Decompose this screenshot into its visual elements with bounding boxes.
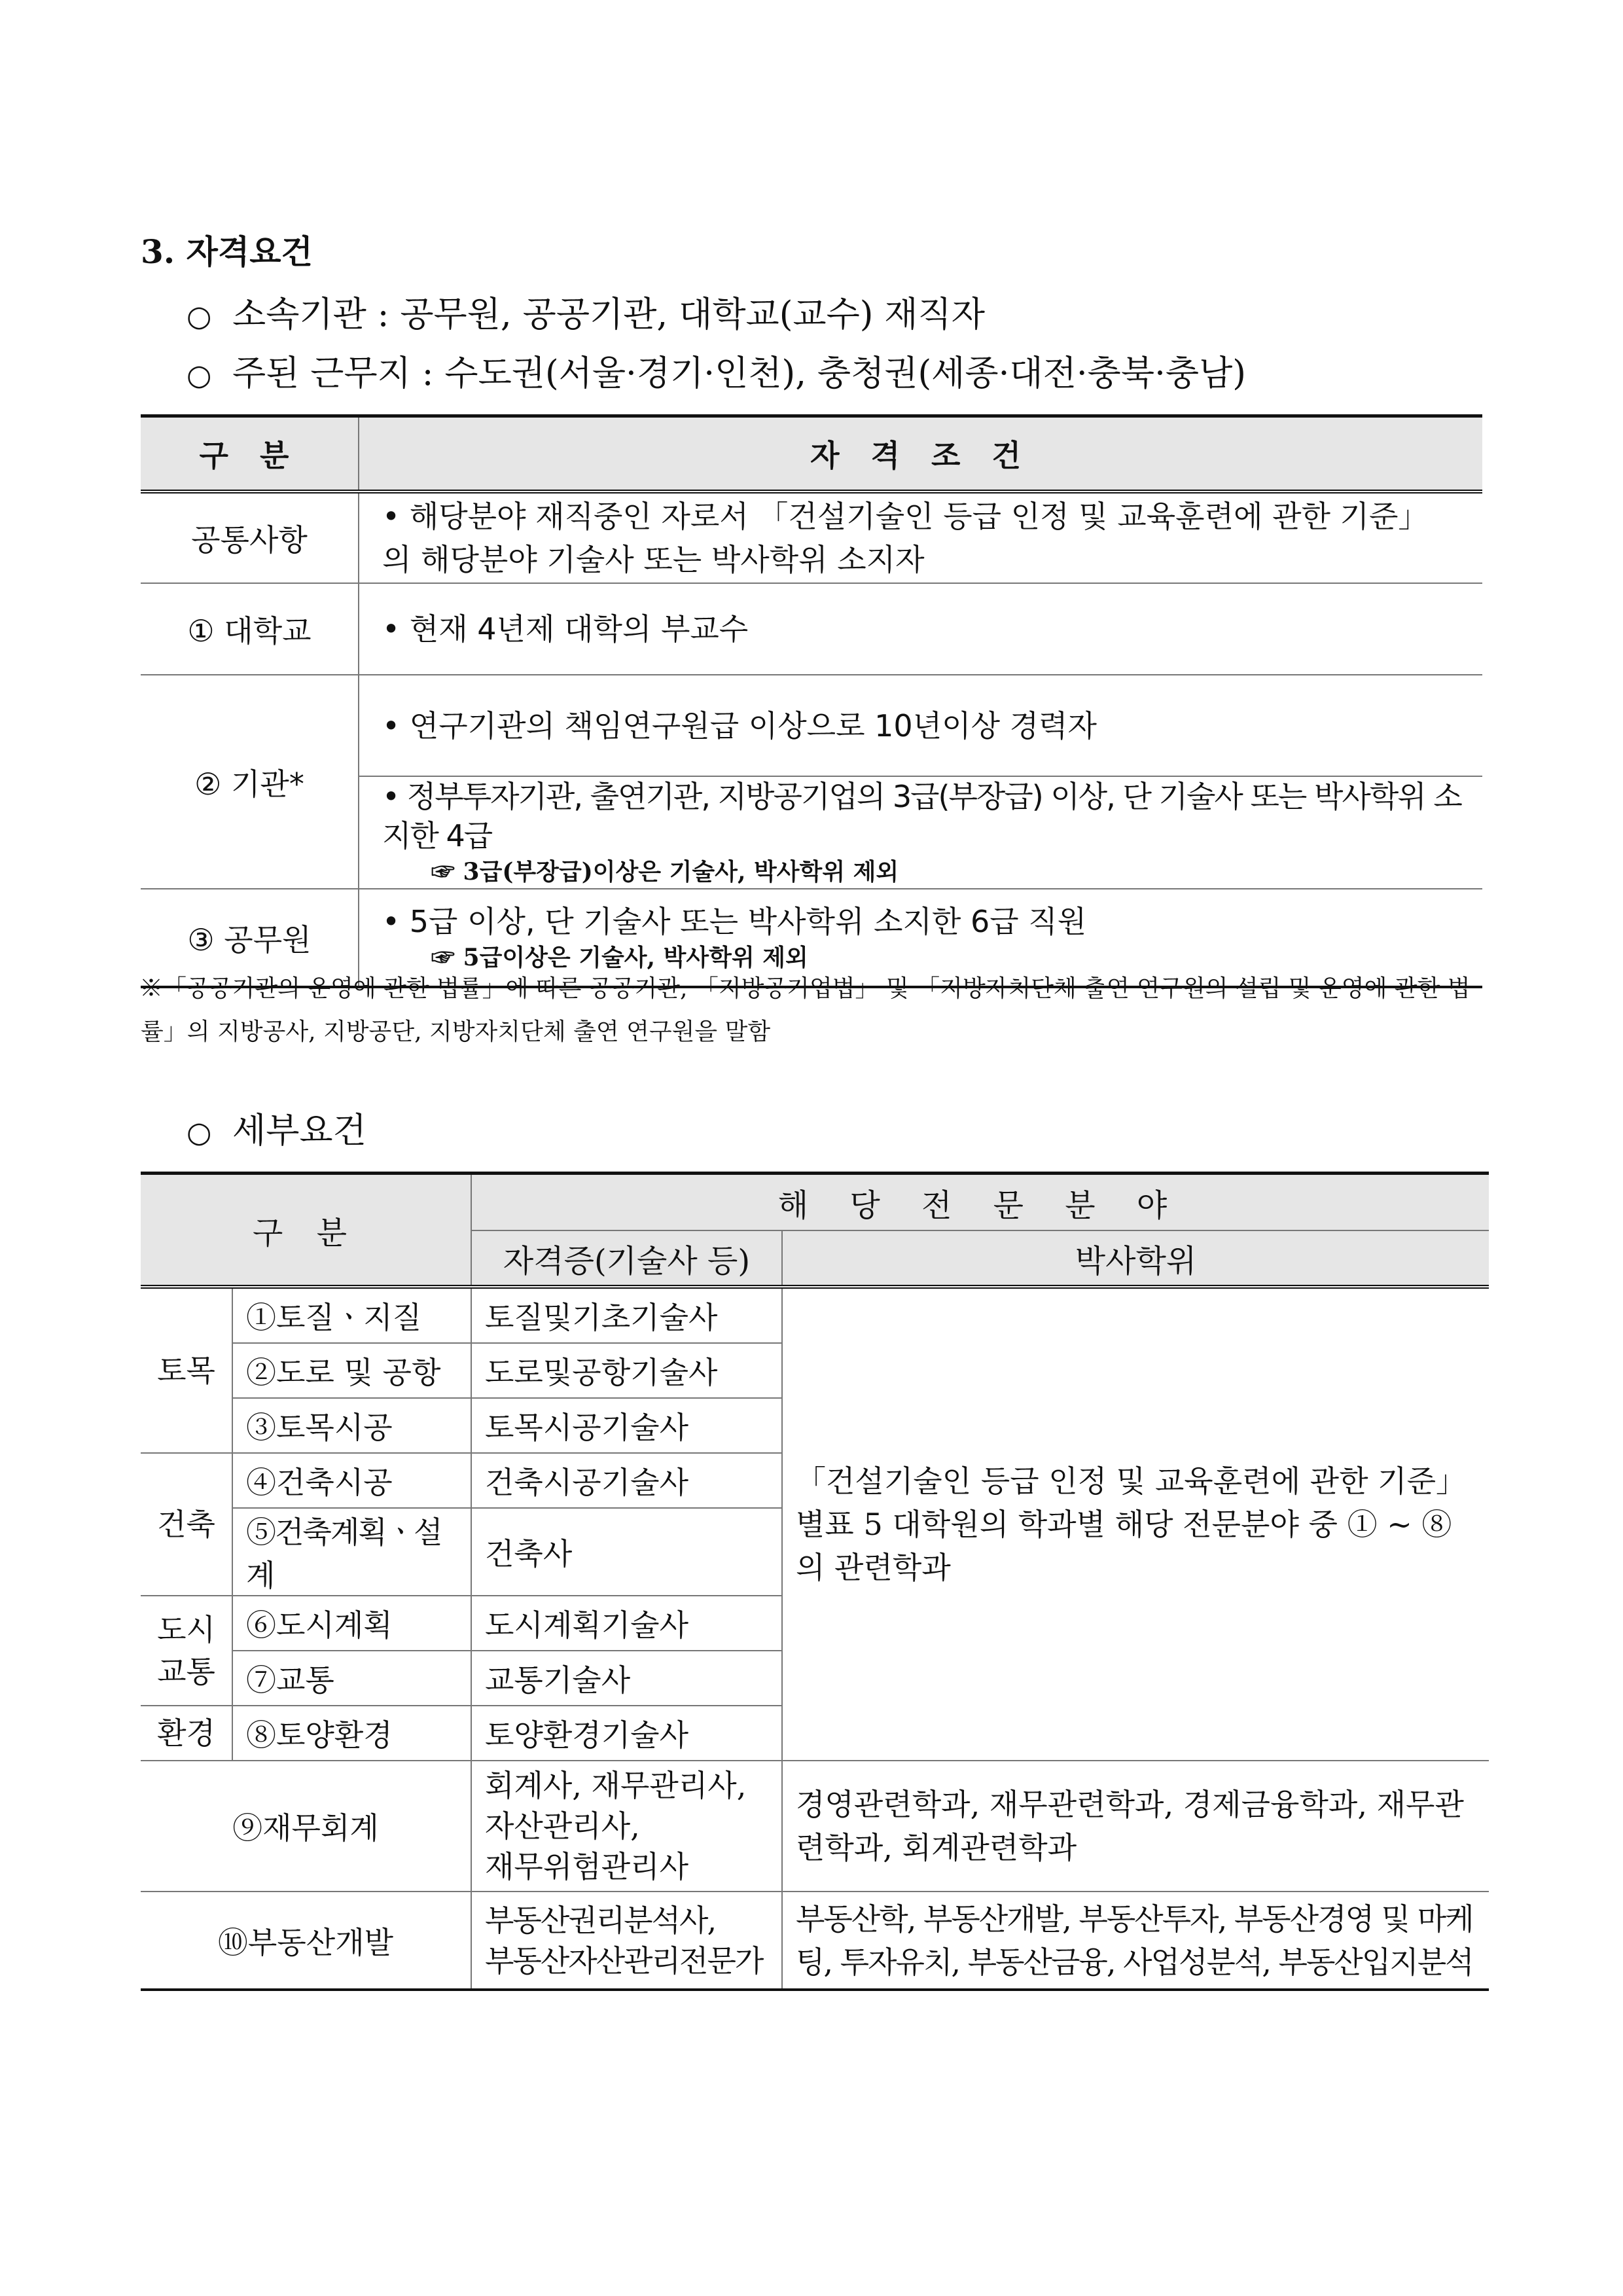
- table-row: [141, 492, 1482, 583]
- table-row: [141, 1287, 1489, 1343]
- univ-label: ① 대학교: [141, 583, 359, 675]
- cert-cell: 건축시공기술사: [471, 1453, 782, 1508]
- gov-note: ☞ 5급이상은 기술사, 박사학위 제외: [431, 943, 808, 971]
- finance-cert: 회계사, 재무관리사, 자산관리사, 재무위험관리사: [471, 1761, 782, 1892]
- workplace-text: 주된 근무지 : 수도권(서울·경기·인천), 충청권(세종·대전·충북·충남): [232, 353, 1246, 393]
- field-cell: ⑥도시계획: [232, 1596, 471, 1651]
- inst-cell-2: [359, 776, 1482, 889]
- detail-bullet: [187, 1103, 366, 1153]
- header-condition: 자 격 조 건: [359, 416, 1482, 492]
- affiliation-bullet: [187, 287, 985, 336]
- cert-cell: 건축사: [471, 1508, 782, 1596]
- bullet-circle-icon: ○: [187, 359, 212, 392]
- common-text: • 해당분야 재직중인 자로서 「건설기술인 등급 인정 및 교육훈련에 관한 기준」 의 해당분야 기술사 또는 박사학위 소지자: [359, 492, 1482, 583]
- table-row: [141, 675, 1482, 776]
- cert-cell: 도시계획기술사: [471, 1596, 782, 1651]
- cert-cell: 토목시공기술사: [471, 1398, 782, 1453]
- cert-cell: 도로및공항기술사: [471, 1343, 782, 1398]
- phd-common-cell: 「건설기술인 등급 인정 및 교육훈련에 관한 기준」 별표 5 대학원의 학과별 해당 전문분야 중 ① ~ ⑧의 관련학과: [782, 1287, 1489, 1761]
- bullet-circle-icon: ○: [187, 1116, 212, 1149]
- field-cell: ②도로 및 공항: [232, 1343, 471, 1398]
- group-urban: 도시 교통: [141, 1596, 232, 1706]
- table-header-row: [141, 416, 1482, 492]
- header-phd: 박사학위: [782, 1230, 1489, 1287]
- section-title: 3. 자격요건: [141, 232, 313, 271]
- field-cell: ④건축시공: [232, 1453, 471, 1508]
- table-row: [141, 1892, 1489, 1990]
- gov-label: ③ 공무원: [141, 889, 359, 987]
- header-cert: 자격증(기술사 등): [471, 1230, 782, 1287]
- detail-text: 세부요건: [232, 1111, 366, 1151]
- field-cell: ⑧토양환경: [232, 1706, 471, 1761]
- group-arch: 건축: [141, 1453, 232, 1596]
- group-env: 환경: [141, 1706, 232, 1761]
- group-civil: 토목: [141, 1287, 232, 1453]
- cert-cell: 토양환경기술사: [471, 1706, 782, 1761]
- detail-requirements-table: [141, 1172, 1489, 1991]
- realestate-field: ⑩부동산개발: [141, 1892, 471, 1990]
- inst-text-1: • 연구기관의 책임연구원급 이상으로 10년이상 경력자: [359, 675, 1482, 776]
- finance-phd: 경영관련학과, 재무관련학과, 경제금융학과, 재무관련학과, 회계관련학과: [782, 1761, 1489, 1892]
- inst-label: ② 기관*: [141, 675, 359, 889]
- field-cell: ⑤건축계획ㆍ설계: [232, 1508, 471, 1596]
- table-row: [141, 583, 1482, 675]
- header-category: 구 분: [141, 1174, 471, 1287]
- footnote: ※「공공기관의 운영에 관한 법률」에 따른 공공기관, 「지방공기업법」 및 「지방자치단체 출연 연구원의 설립 및 운영에 관한 법률」의 지방공사, 지방공단, 지방자치단체 출연 연구원을 말함: [139, 975, 1471, 1045]
- table-row: [141, 1761, 1489, 1892]
- bullet-circle-icon: ○: [187, 300, 212, 333]
- qualification-table: [141, 414, 1482, 988]
- field-cell: ①토질ㆍ지질: [232, 1287, 471, 1343]
- workplace-bullet: [187, 346, 1246, 395]
- realestate-phd: 부동산학, 부동산개발, 부동산투자, 부동산경영 및 마케팅, 투자유치, 부동산금융, 사업성분석, 부동산입지분석: [782, 1892, 1489, 1990]
- univ-text: • 현재 4년제 대학의 부교수: [359, 583, 1482, 675]
- field-cell: ③토목시공: [232, 1398, 471, 1453]
- finance-field: ⑨재무회계: [141, 1761, 471, 1892]
- field-cell: ⑦교통: [232, 1651, 471, 1706]
- affiliation-text: 소속기관 : 공무원, 공공기관, 대학교(교수) 재직자: [232, 295, 985, 334]
- cert-cell: 교통기술사: [471, 1651, 782, 1706]
- common-label: 공통사항: [141, 492, 359, 583]
- table-header-row: [141, 1174, 1489, 1231]
- realestate-cert: 부동산권리분석사, 부동산자산관리전문가: [471, 1892, 782, 1990]
- inst-text-2: • 정부투자기관, 출연기관, 지방공기업의 3급(부장급) 이상, 단 기술사 또는 박사학위 소지한 4급: [382, 779, 1461, 853]
- header-category: 구 분: [141, 416, 359, 492]
- inst-note: ☞ 3급(부장급)이상은 기술사, 박사학위 제외: [431, 858, 899, 886]
- gov-text: • 5급 이상, 단 기술사 또는 박사학위 소지한 6급 직원: [382, 903, 1087, 939]
- cert-cell: 토질및기초기술사: [471, 1287, 782, 1343]
- header-field: 해 당 전 문 분 야: [471, 1174, 1489, 1231]
